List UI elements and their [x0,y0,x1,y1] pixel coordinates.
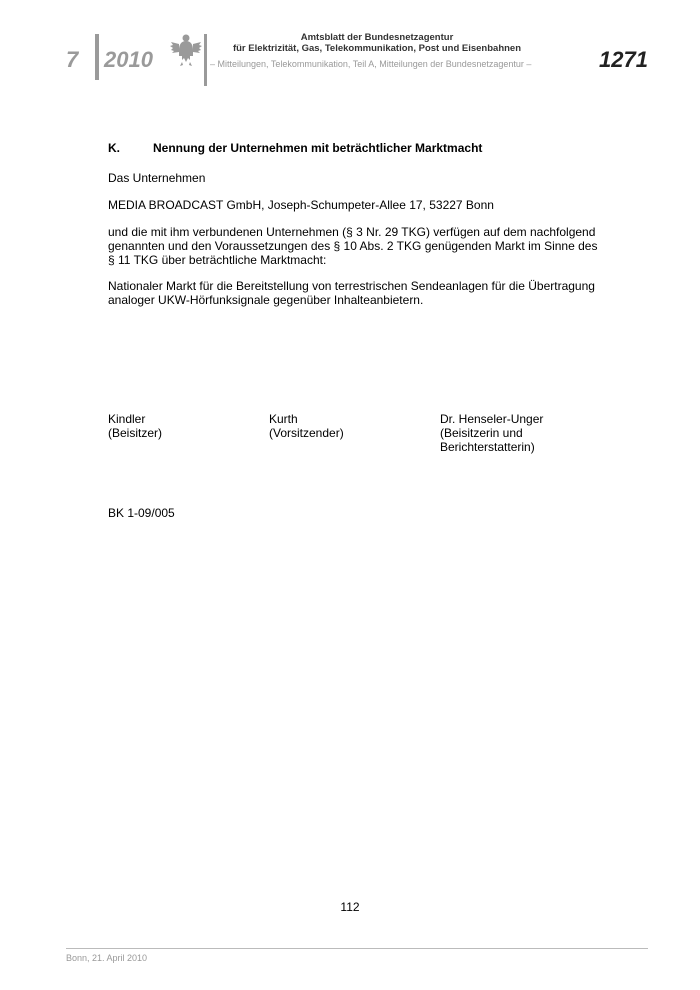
signature-block-3 [440,412,543,454]
federal-eagle-icon [170,32,202,68]
gazette-title [222,32,532,54]
section-heading [108,141,482,155]
section-title: Nennung der Unternehmen mit beträchtlicher Marktmacht [153,141,483,155]
footer-rule [66,948,648,949]
signature-block-2 [269,412,344,440]
header-divider-2 [204,34,207,86]
footer-date: Bonn, 21. April 2010 [66,953,148,963]
document-page-number: 112 [340,900,360,914]
issue-year: 2010 [104,47,153,72]
paragraph-line: § 11 TKG über beträchtliche Marktmacht: [108,253,327,267]
signatory-role: (Beisitzerin und [440,426,523,440]
paragraph-line: und die mit ihm verbundenen Unternehmen (§ 3 Nr. 29 TKG) verfügen auf dem nachfolgend [108,225,596,239]
signature-block-1 [108,412,162,440]
gazette-title-line2: für Elektrizität, Gas, Telekommunikation, Post und Eisenbahnen [232,43,522,54]
paragraph-market-definition [108,279,608,307]
issue-number: 7 [66,47,79,72]
signatory-role-continued: Berichterstatterin) [440,440,535,454]
paragraph-line: Nationaler Markt für die Bereitstellung von terrestrischen Sendeanlagen für die Übertragung [108,279,595,293]
paragraph-company-intro: Das Unternehmen [108,171,206,185]
signatory-role: (Vorsitzender) [269,426,344,440]
paragraph-line: genannten und den Voraussetzungen des § 10 Abs. 2 TKG genügenden Markt im Sinne des [108,239,598,253]
gazette-title-line1: Amtsblatt der Bundesnetzagentur [300,32,454,43]
signatory-name: Kurth [269,412,298,426]
gazette-subtitle: – Mitteilungen, Telekommunikation, Teil A, Mitteilungen der Bundesnetzagentur – [210,59,532,69]
page-number: 1271 [599,47,648,72]
signatory-name: Kindler [108,412,146,426]
section-letter: K. [108,141,120,155]
paragraph-company-address: MEDIA BROADCAST GmbH, Joseph-Schumpeter-Allee 17, 53227 Bonn [108,198,494,212]
paragraph-line: analoger UKW-Hörfunksignale gegenüber Inhalteanbietern. [108,293,424,307]
signatory-name: Dr. Henseler-Unger [440,412,544,426]
header-divider [95,34,99,80]
signatory-role: (Beisitzer) [108,426,163,440]
case-reference: BK 1-09/005 [108,506,175,520]
paragraph-market-power [108,225,608,267]
